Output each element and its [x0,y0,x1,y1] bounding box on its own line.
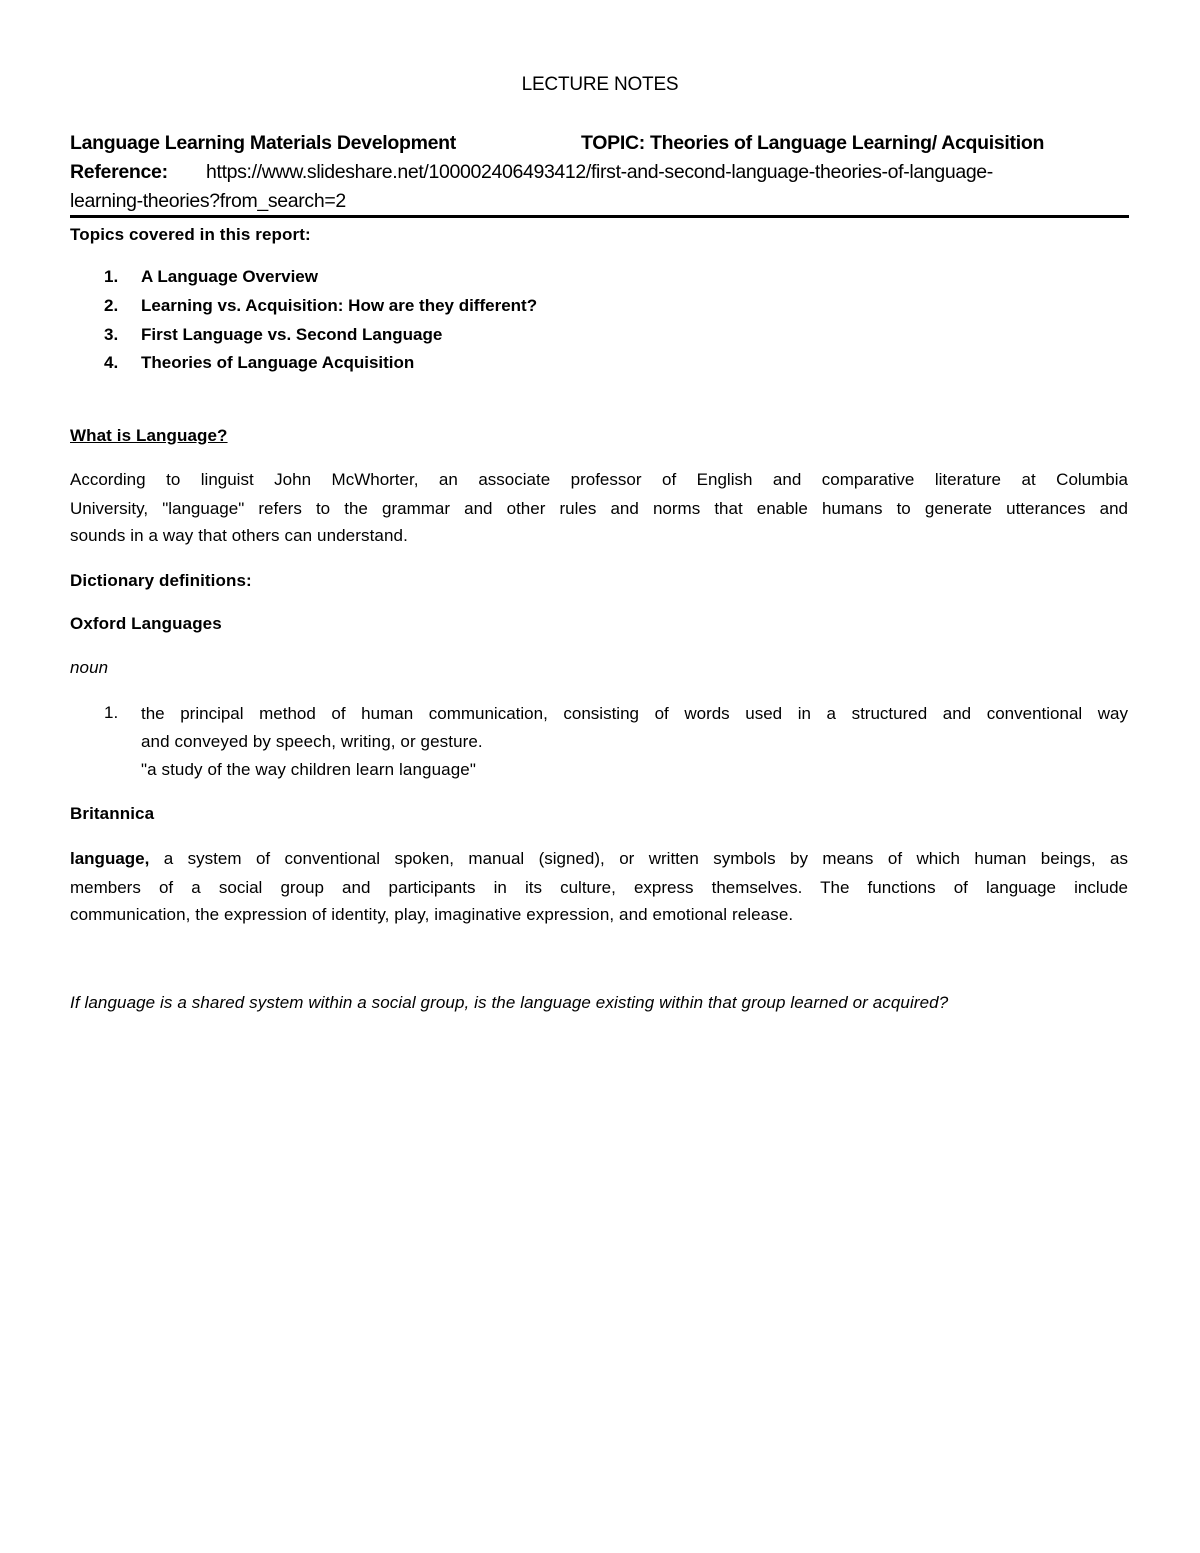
list-item-number: 3. [104,325,119,344]
oxford-heading: Oxford Languages [70,614,222,633]
britannica-heading: Britannica [70,804,155,823]
britannica-line: members of a social group and participants in its culture, express themselves. The functions of language include [70,878,1128,897]
britannica-term: language, [70,849,150,868]
topics-heading: Topics covered in this report: [70,225,311,244]
list-item-number: 2. [104,296,119,315]
definition-line: and conveyed by speech, writing, or gesture. [141,732,483,751]
page-title: LECTURE NOTES [521,74,679,95]
list-item-number: 1. [104,267,119,286]
reference-label: Reference: [70,161,168,183]
topic-title: TOPIC: Theories of Language Learning/ Acquisition [581,132,1045,154]
dictionary-heading: Dictionary definitions: [70,571,252,590]
definition-example: "a study of the way children learn language" [141,760,476,779]
list-item-text: Theories of Language Acquisition [141,353,415,372]
definition-line: the principal method of human communication, consisting of words used in a structured and conventional way [141,704,1128,723]
definition-number: 1. [104,703,119,722]
britannica-line: communication, the expression of identity, play, imaginative expression, and emotional release. [70,905,794,924]
paragraph-line: University, "language" refers to the grammar and other rules and norms that enable humans to generate utterances and [70,499,1128,518]
list-item-text: A Language Overview [141,267,318,286]
section-heading: What is Language? [70,426,228,445]
britannica-line [70,844,1128,873]
list-item-number: 4. [104,353,119,372]
header-divider [70,215,1129,218]
list-item-text: First Language vs. Second Language [141,325,443,344]
reference-url-line-2: learning-theories?from_search=2 [70,190,346,212]
closing-question: If language is a shared system within a social group, is the language existing within that group learned or acquired? [70,993,949,1012]
paragraph-line: sounds in a way that others can understand. [70,526,408,545]
list-item-text: Learning vs. Acquisition: How are they different? [141,296,538,315]
paragraph-line: According to linguist John McWhorter, an associate professor of English and comparative literature at Columbia [70,470,1128,489]
course-name: Language Learning Materials Development [70,132,456,154]
britannica-line-rest: a system of conventional spoken, manual (signed), or written symbols by means of which human beings, as [149,849,1128,868]
reference-url-line-1: https://www.slideshare.net/100002406493412/first-and-second-language-theories-of-language- [206,161,993,183]
part-of-speech: noun [70,658,109,677]
